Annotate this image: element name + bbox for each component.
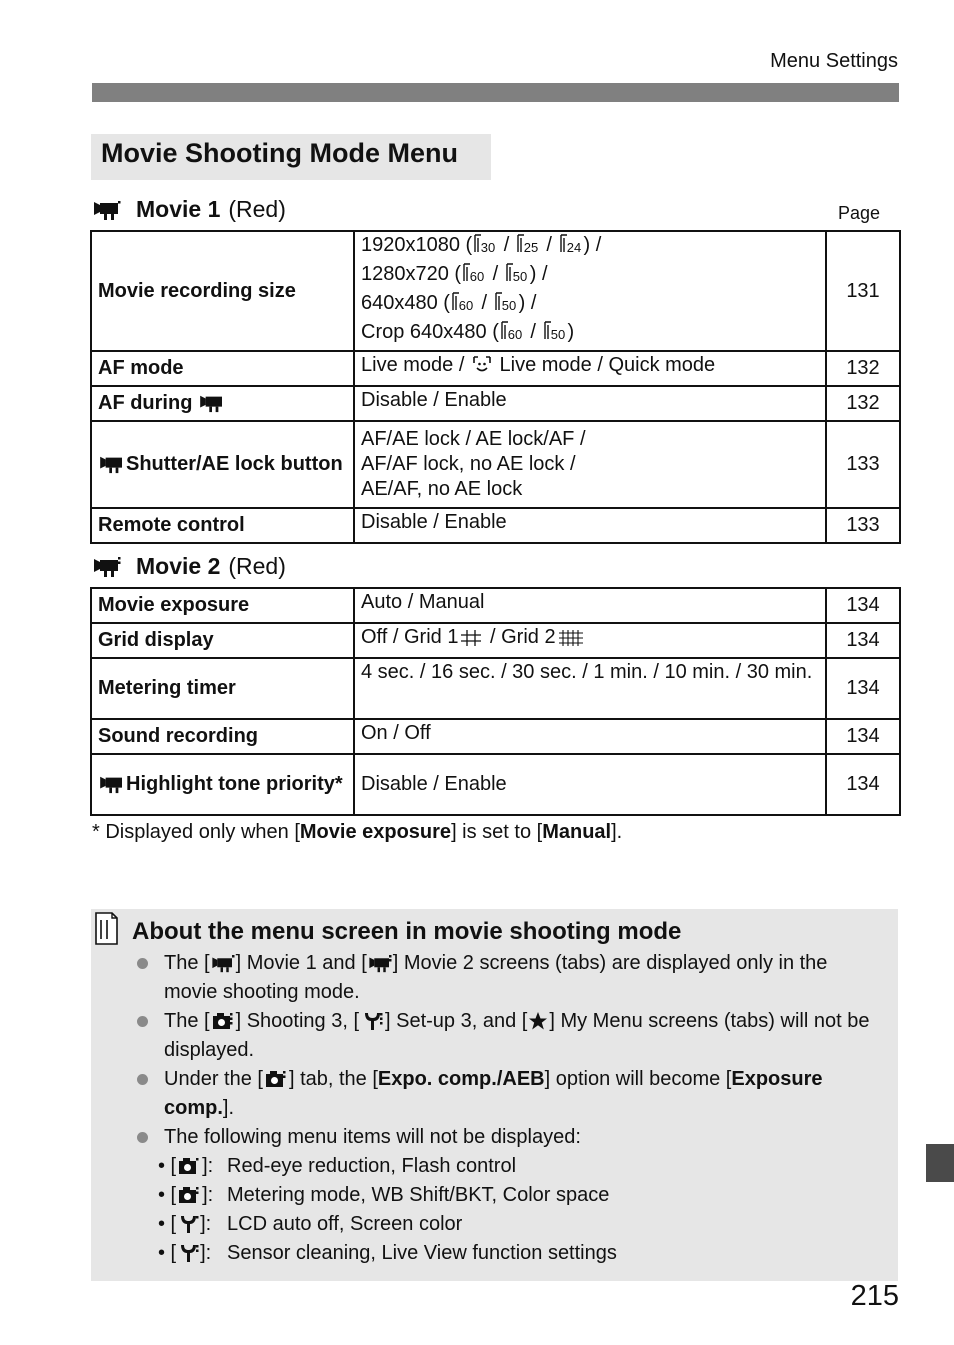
menu-item-options: 4 sec. / 16 sec. / 30 sec. / 1 min. / 10 min. / 30 min. <box>354 658 826 719</box>
menu-item-label: Shutter/AE lock button <box>91 421 354 508</box>
grid-2-icon <box>557 629 585 647</box>
menu-item-options: Off / Grid 1 / Grid 2 <box>354 623 826 658</box>
note-bullet: Under the [ ] tab, the [Expo. comp./AEB] option will become [Exposure comp.]. <box>164 1065 884 1123</box>
frame-rate-60-icon <box>451 291 475 320</box>
page-ref: 133 <box>826 508 900 543</box>
star-icon <box>528 1011 548 1031</box>
movie2-table <box>90 587 901 816</box>
shooting-1-tab-icon <box>177 1156 201 1176</box>
page-column-header: Page <box>838 203 881 223</box>
svg-text:24: 24 <box>566 240 581 255</box>
running-header: Menu Settings <box>770 50 898 72</box>
frame-rate-24-icon <box>559 233 583 262</box>
grid-1-icon <box>459 629 483 647</box>
table-row <box>91 386 900 421</box>
movie1-table <box>90 230 901 544</box>
page-ref: 133 <box>826 421 900 508</box>
movie1-heading <box>92 196 286 223</box>
table-row <box>91 351 900 386</box>
section-title-box <box>91 134 491 180</box>
table-row <box>91 588 900 623</box>
menu-item-options: Auto / Manual <box>354 588 826 623</box>
menu-item-options: Disable / Enable <box>354 386 826 421</box>
menu-item-options <box>354 231 826 351</box>
frame-rate-60-icon <box>500 320 524 349</box>
shooting-3-tab-icon <box>211 1011 235 1031</box>
movie-2-tab-icon <box>368 955 392 973</box>
face-detection-icon <box>471 355 493 375</box>
svg-text:60: 60 <box>507 327 523 342</box>
frame-rate-50-icon <box>494 291 518 320</box>
menu-item-label: Movie exposure <box>91 588 354 623</box>
menu-item-label: Sound recording <box>91 719 354 754</box>
page-number: 215 <box>850 1280 899 1312</box>
svg-text:60: 60 <box>458 298 474 313</box>
movie-2-tab-icon <box>92 556 122 578</box>
movie1-title: Movie 1 <box>136 196 221 222</box>
note-bullet: The [ ] Shooting 3, [ ] Set-up 3, and [ ] My Menu screens (tabs) will not be displayed. <box>164 1007 884 1065</box>
movie1-color: (Red) <box>228 196 286 222</box>
page-ref: 132 <box>826 351 900 386</box>
page-title: Movie Shooting Mode Menu <box>101 138 458 168</box>
svg-text:50: 50 <box>501 298 516 313</box>
movie-icon <box>99 774 125 794</box>
option-line: Crop 640x480 ( 60 / 50 ) <box>361 320 819 349</box>
menu-item-options: Live mode / Live mode / Quick mode <box>354 351 826 386</box>
frame-rate-50-icon <box>505 262 529 291</box>
menu-item-options: On / Off <box>354 719 826 754</box>
svg-text:50: 50 <box>512 269 527 284</box>
svg-text:30: 30 <box>480 240 496 255</box>
frame-rate-30-icon <box>473 233 497 262</box>
option-line: 1280x720 ( 60 / 50 ) / <box>361 262 819 291</box>
note-box <box>91 909 898 1281</box>
shooting-2-tab-icon <box>177 1185 201 1205</box>
movie-icon <box>99 454 125 474</box>
frame-rate-50-icon <box>543 320 567 349</box>
movie-1-tab-icon <box>211 955 235 973</box>
sub-item: • [ ]: LCD auto off, Screen color <box>158 1213 463 1235</box>
note-title: About the menu screen in movie shooting mode <box>132 918 682 945</box>
table-row <box>91 421 900 508</box>
setup-2-tab-icon <box>177 1243 199 1263</box>
table-row <box>91 623 900 658</box>
option-line: 640x480 ( 60 / 50 ) / <box>361 291 819 320</box>
svg-text:60: 60 <box>469 269 485 284</box>
note-bullet: The [ ] Movie 1 and [ ] Movie 2 screens (tabs) are displayed only in the movie shooting mode. <box>164 949 884 1007</box>
setup-1-tab-icon <box>177 1214 199 1234</box>
frame-rate-25-icon <box>516 233 540 262</box>
menu-item-label: Metering timer <box>91 658 354 719</box>
page-ref: 131 <box>826 231 900 351</box>
frame-rate-60-icon <box>462 262 486 291</box>
option-line: 1920x1080 ( 30 / 25 / 24 ) / <box>361 233 819 262</box>
svg-text:25: 25 <box>523 240 539 255</box>
menu-item-options: Disable / Enable <box>354 754 826 815</box>
note-memo-icon <box>93 911 123 947</box>
table-row <box>91 754 900 815</box>
table-row <box>91 508 900 543</box>
shooting-2-tab-icon <box>264 1069 288 1089</box>
table-row <box>91 719 900 754</box>
chapter-thumb-tab <box>926 1144 954 1182</box>
movie2-heading <box>92 553 286 580</box>
page-ref: 132 <box>826 386 900 421</box>
movie2-title: Movie 2 <box>136 553 221 579</box>
menu-item-label: Grid display <box>91 623 354 658</box>
page-ref: 134 <box>826 588 900 623</box>
header-bar <box>92 83 899 102</box>
movie-1-tab-icon <box>92 199 122 221</box>
page-ref: 134 <box>826 658 900 719</box>
menu-item-label: Highlight tone priority* <box>91 754 354 815</box>
note-bullet: The following menu items will not be displayed: <box>164 1123 884 1152</box>
sub-item: • [ ]: Sensor cleaning, Live View function settings <box>158 1242 617 1264</box>
menu-item-options: Disable / Enable <box>354 508 826 543</box>
page-ref: 134 <box>826 623 900 658</box>
menu-item-options: AF/AE lock / AE lock/AF / AF/AF lock, no AE lock / AE/AF, no AE lock <box>354 421 826 508</box>
menu-item-label: AF mode <box>91 351 354 386</box>
movie2-color: (Red) <box>228 553 286 579</box>
sub-item: • [ ]: Metering mode, WB Shift/BKT, Color space <box>158 1184 610 1206</box>
menu-item-label: Movie recording size <box>91 231 354 351</box>
table-row <box>91 658 900 719</box>
page-ref: 134 <box>826 754 900 815</box>
sub-item: • [ ]: Red-eye reduction, Flash control <box>158 1155 517 1177</box>
footnote: * Displayed only when [Movie exposure] is set to [Manual]. <box>92 821 623 843</box>
menu-item-label: AF during <box>91 386 354 421</box>
page-ref: 134 <box>826 719 900 754</box>
table-row <box>91 231 900 351</box>
svg-text:50: 50 <box>550 327 565 342</box>
setup-3-tab-icon <box>360 1011 384 1031</box>
movie-icon <box>199 393 225 413</box>
menu-item-label: Remote control <box>91 508 354 543</box>
